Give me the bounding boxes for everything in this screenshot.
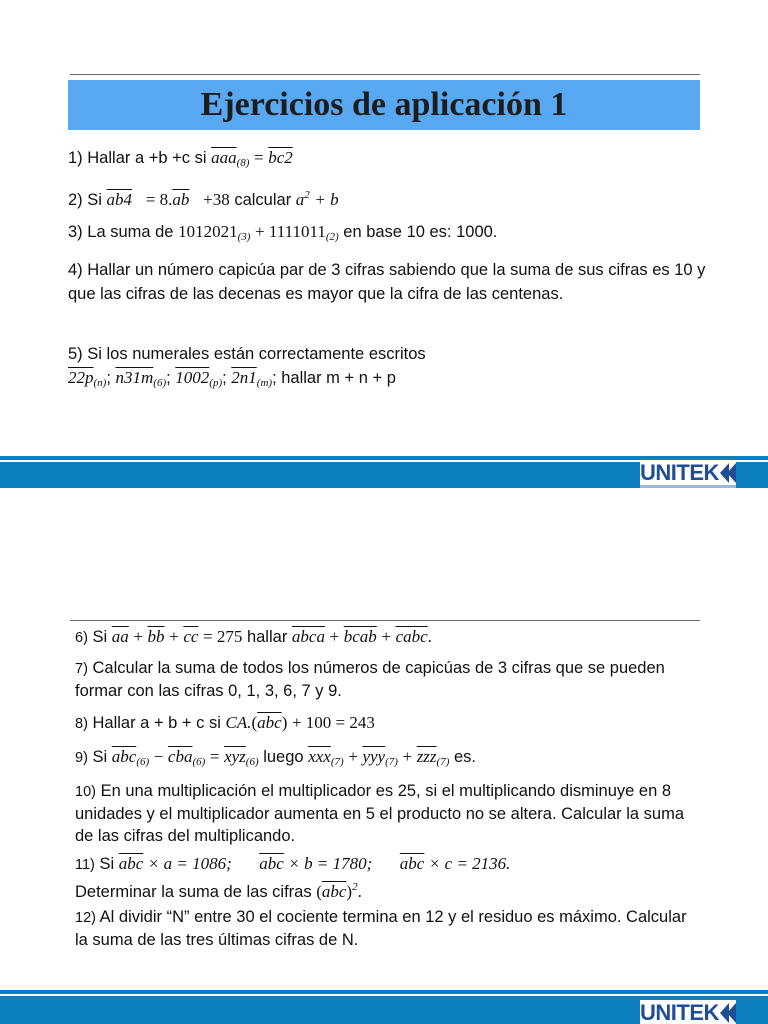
exercise-text: Si	[87, 191, 102, 209]
math-term: 1002	[175, 368, 210, 387]
exercise-number: 12)	[75, 910, 96, 926]
exercise-number: 10)	[75, 784, 96, 800]
math-base: (p)	[209, 377, 223, 389]
exercise-number: 5)	[68, 345, 83, 363]
exercise-text: hallar	[246, 628, 288, 646]
math-term: $\overline{cc}$	[183, 627, 199, 646]
math-term: ab4	[106, 190, 133, 209]
math-term: −	[153, 747, 164, 766]
math-term: $\overline{zzz}$	[416, 747, 437, 766]
math-term: $\overline{bb}$	[147, 627, 165, 646]
math-term: $\overline{xxx}$	[308, 747, 331, 766]
exercise-1	[68, 146, 708, 175]
math-term: cabc	[395, 627, 428, 646]
math-term: + b	[314, 190, 339, 209]
exercise-text: luego	[263, 748, 304, 766]
math-term: bc2	[268, 148, 293, 167]
logo-text: UNITEK	[640, 1000, 719, 1024]
math-term: .	[427, 627, 432, 646]
exercise-9: 9) Si $\overline{abc}_{(6)} - \overline{cba}_{(6)} = \overline{xyz}_{(6)}$ luego $\overline{xxx}_{(7)} + \overline{yyy}_{(7)} + \overline{zzz}_{(7)}$ es.	[75, 747, 476, 768]
page-title: Ejercicios de aplicación 1	[200, 86, 568, 123]
math-term: + 100 = 243	[291, 713, 375, 732]
exercise-number: 6)	[75, 630, 88, 646]
math-term: $\overline{ab}$	[172, 190, 190, 209]
exercise-number: 3)	[68, 223, 83, 241]
math-term: 22p	[68, 368, 94, 387]
exercise-number: 4)	[68, 261, 83, 279]
math-base: (7)	[385, 756, 398, 768]
math-exp: 2	[352, 881, 358, 893]
exercise-number: 1)	[68, 149, 83, 167]
math-term: abca	[291, 627, 325, 646]
math-term: CA.	[225, 713, 252, 732]
exercise-text: Calcular la suma de todos los números de capicúas de 3 cifras que se pueden formar con las cifras 0, 1, 3, 6, 7 y 9.	[75, 659, 665, 700]
math-term: $\overline{cba}$	[167, 747, 193, 766]
math-exp: 2	[304, 189, 310, 201]
math-term: n31m	[115, 368, 154, 387]
exercise-text: Al dividir “N” entre 30 el cociente termina en 12 y el residuo es máximo. Calcular la suma de las tres últimas cifras de N.	[75, 908, 687, 949]
math-base: (7)	[436, 756, 450, 768]
math-eq: = 8.	[145, 190, 173, 209]
exercise-text: Si	[99, 855, 115, 873]
unitek-logo-icon	[640, 1000, 736, 1024]
slide-1	[0, 0, 768, 488]
top-rule-2	[70, 620, 700, 621]
math-eq: =	[209, 747, 220, 766]
math-eq: = 275	[203, 627, 243, 646]
math-base: (6)	[136, 756, 150, 768]
unitek-logo-icon	[640, 460, 736, 488]
math-base: (m)	[256, 377, 273, 389]
top-rule	[70, 74, 700, 75]
exercise-4	[68, 258, 708, 306]
exercise-text: En una multiplicación el multiplicador es 25, si el multiplicando disminuye en 8 unidades y el multiplicador aumenta en 5 el producto no se altera. Calcular la suma de las cifras del multiplicando.	[75, 782, 685, 845]
exercise-number: 8)	[75, 716, 88, 732]
math-base: (6)	[153, 377, 167, 389]
math-term: $\overline{aaa}$	[211, 148, 237, 167]
exercise-6: 6) Si $\overline{aa} + \overline{bb} + \overline{cc} = 275$ hallar abca + bcab + cabc.	[75, 627, 432, 646]
exercise-number: 11)	[75, 857, 95, 873]
exercise-text: en base 10 es: 1000.	[343, 223, 498, 241]
logo-text: UNITEK	[640, 460, 719, 485]
math-term: $\overline{abc}$	[111, 747, 137, 766]
exercise-text: Si	[92, 628, 108, 646]
math-base: (2)	[325, 231, 339, 243]
exercise-text: Si los numerales están correctamente escritos	[87, 345, 426, 363]
math-base: (n)	[93, 377, 107, 389]
exercise-3	[68, 220, 708, 249]
exercise-10	[75, 780, 695, 847]
math-term: $\overline{aa}$	[111, 627, 129, 646]
math-term: $\overline{yyy}$	[362, 747, 386, 766]
exercise-number: 9)	[75, 750, 88, 766]
math-term: a	[295, 190, 305, 209]
exercise-text: Si	[92, 748, 108, 766]
exercise-8: 8) Hallar a + b + c si $CA.(\overline{abc}) + 100 = 243$	[75, 713, 375, 732]
exercise-number: 2)	[68, 191, 83, 209]
exercise-text: La suma de	[87, 223, 174, 241]
math-term: $\overline{abc}$	[257, 713, 282, 732]
logo-underline	[640, 485, 736, 488]
math-base: (8)	[236, 157, 250, 169]
math-term: bcab	[343, 627, 377, 646]
exercise-2	[68, 183, 708, 212]
math-term: $\overline{abc}$	[399, 854, 425, 873]
exercise-text: Determinar la suma de las cifras	[75, 883, 312, 901]
math-term: 2n1	[231, 368, 257, 387]
math-term: × b = 1780;	[288, 854, 373, 873]
math-base: (7)	[330, 756, 344, 768]
math-term: + 1111011	[255, 222, 326, 241]
math-eq: =	[254, 148, 264, 167]
math-base: (6)	[245, 756, 259, 768]
math-term: 1012021	[178, 222, 238, 241]
exercise-text: calcular	[234, 191, 292, 209]
math-base: (6)	[192, 756, 206, 768]
math-term: $\overline{xyz}$	[224, 747, 246, 766]
exercise-number: 7)	[75, 661, 88, 677]
math-term: .	[357, 882, 362, 901]
exercise-text: Hallar a + b + c si	[92, 714, 221, 732]
math-term: × c = 2136.	[428, 854, 511, 873]
exercise-7	[75, 657, 710, 702]
exercise-text: es.	[453, 748, 476, 766]
math-term: $\overline{abc}$	[118, 854, 144, 873]
math-term: +38	[203, 190, 230, 209]
unitek-chevron-icon	[727, 1003, 736, 1023]
math-base: (3)	[237, 231, 251, 243]
math-term: $\overline{abc}$	[259, 854, 284, 873]
exercise-text: Hallar a +b +c si	[87, 149, 207, 167]
exercise-text: Hallar un número capicúa par de 3 cifras sabiendo que la suma de sus cifras es 10 y que las cifras de las decenas es mayor que la cifra de las centenas.	[68, 261, 706, 303]
math-term: $\overline{abc}$	[321, 882, 347, 901]
title-band	[68, 80, 700, 130]
math-term: × a = 1086;	[147, 854, 232, 873]
exercise-12	[75, 906, 695, 951]
exercise-11: 11) Si $\overline{abc} \times a = 1086$; $\overline{abc} \times b = 1780$; $\overline{abc} \times c = 2136$. Determinar la suma de las cifras $(\overline{abc})^2$.	[75, 854, 511, 901]
exercise-text: ; hallar m + n + p	[272, 369, 396, 387]
unitek-chevron-icon	[727, 463, 736, 483]
exercise-5: 5) Si los numerales están correctamente escritos $22p_{(n)}$; $n31m_{(6)}$; $1002_{(p)}$; $2n1_{(m)}$; hallar m + n + p	[68, 345, 426, 389]
